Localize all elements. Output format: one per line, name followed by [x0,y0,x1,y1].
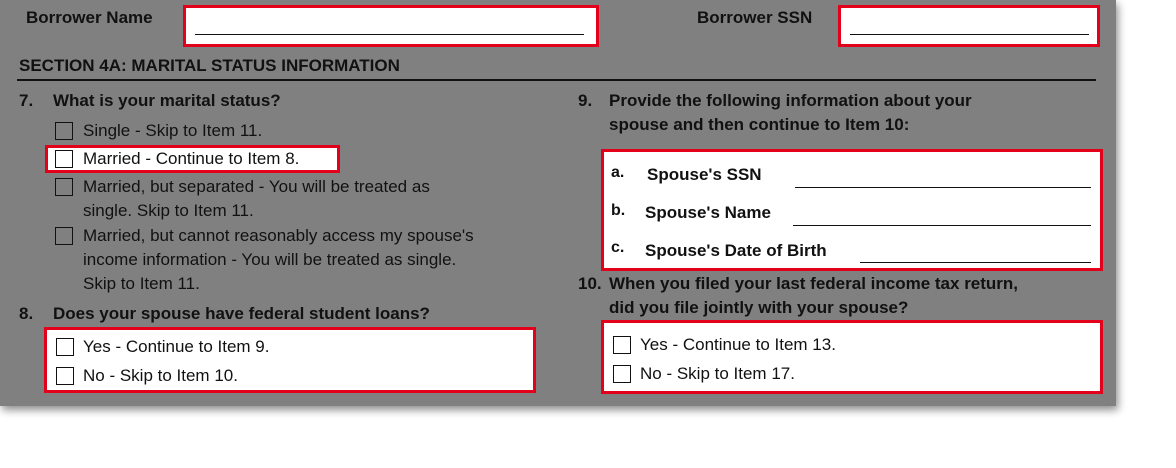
q9-spouse-info-box [601,149,1103,271]
q9-field-a-letter: a. [611,164,625,181]
q9-number: 9. [578,91,593,110]
q10-no-label: No - Skip to Item 17. [640,364,795,383]
q7-option-cannot-access-line2: income information - You will be treated as single. [83,250,457,269]
q9-field-b-label: Spouse's Name [645,203,771,222]
q8-no-label: No - Skip to Item 10. [83,366,238,385]
borrower-name-label: Borrower Name [26,8,153,27]
borrower-name-field[interactable] [183,5,599,47]
q7-single-checkbox[interactable] [55,122,73,140]
q10-question-line1: When you filed your last federal income tax return, [609,274,1019,293]
borrower-ssn-field[interactable] [838,5,1100,47]
spouse-name-field[interactable] [793,225,1091,226]
q8-answer-box [44,327,536,393]
q8-yes-checkbox[interactable] [56,338,74,356]
q7-number: 7. [19,91,34,110]
section-divider [17,79,1096,81]
q7-separated-checkbox[interactable] [55,178,73,196]
q8-yes-label: Yes - Continue to Item 9. [83,337,270,356]
q7-question: What is your marital status? [53,91,281,110]
q7-option-married: Married - Continue to Item 8. [83,149,300,168]
q10-yes-label: Yes - Continue to Item 13. [640,335,836,354]
q9-field-c-label: Spouse's Date of Birth [645,241,827,260]
q10-number: 10. [578,274,602,293]
q7-married-checkbox[interactable] [55,150,73,168]
q7-option-single: Single - Skip to Item 11. [83,121,263,140]
q10-yes-checkbox[interactable] [613,336,631,354]
q9-field-a-label: Spouse's SSN [647,165,762,184]
q7-option-separated-line1: Married, but separated - You will be treated as [83,177,430,196]
q9-question-line1: Provide the following information about your [609,91,972,110]
q9-field-b-letter: b. [611,202,626,219]
q7-option-cannot-access-line1: Married, but cannot reasonably access my spouse's [83,226,474,245]
spouse-dob-field[interactable] [860,262,1091,263]
q7-option-cannot-access-line3: Skip to Item 11. [83,274,200,293]
q9-question-line2: spouse and then continue to Item 10: [609,115,910,134]
q10-question-line2: did you file jointly with your spouse? [609,298,909,317]
q7-option-separated-line2: single. Skip to Item 11. [83,201,254,220]
q9-field-c-letter: c. [611,239,625,256]
borrower-name-underline [195,34,584,35]
spouse-ssn-field[interactable] [795,187,1091,188]
borrower-ssn-underline [850,34,1089,35]
q7-cannot-access-checkbox[interactable] [55,227,73,245]
q8-question: Does your spouse have federal student loans? [53,304,430,323]
q10-no-checkbox[interactable] [613,365,631,383]
q8-number: 8. [19,304,34,323]
q10-answer-box [601,320,1103,394]
section-title: SECTION 4A: MARITAL STATUS INFORMATION [19,56,400,75]
q8-no-checkbox[interactable] [56,367,74,385]
borrower-ssn-label: Borrower SSN [697,8,813,27]
